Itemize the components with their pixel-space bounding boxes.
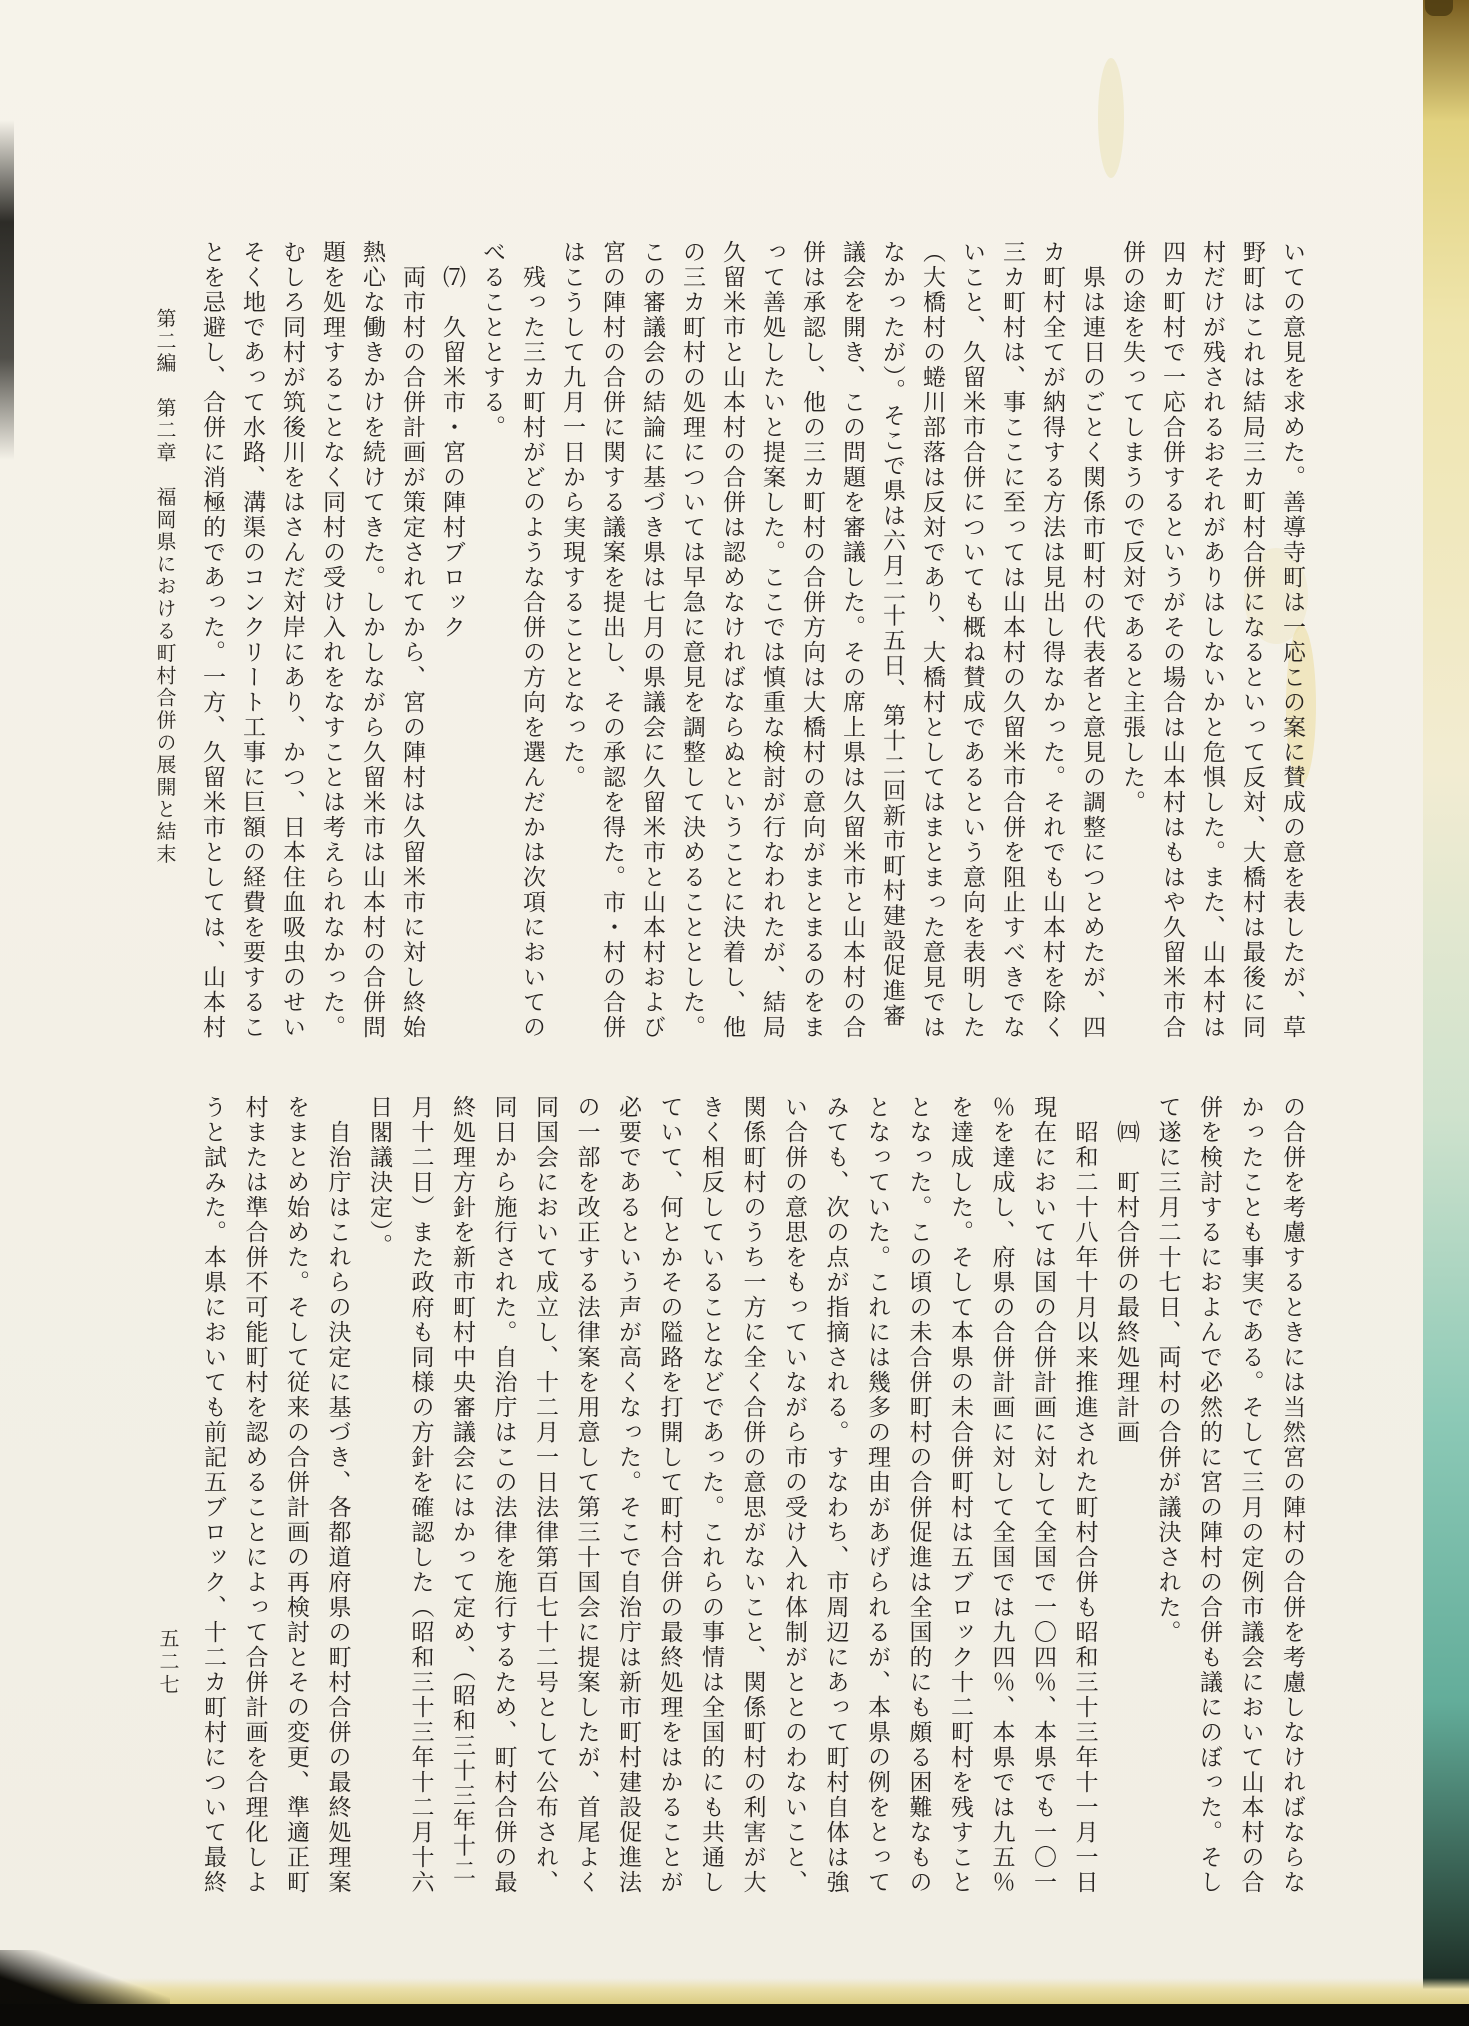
- text-column: となった。この頃の未合併町村の合併促進は全国的にも頗る困難なもの: [905, 1095, 932, 1895]
- text-column: の一部を改正する法律案を用意して第三十国会に提案したが、首尾よく: [573, 1095, 600, 1895]
- paper-stain: [1098, 58, 1124, 178]
- text-column: 久留米市と山本村の合併は認めなければならぬということに決着し、他: [719, 240, 745, 1040]
- text-column: い合併の意思をもっていながら市の受け入れ体制がととのわないこと、: [781, 1095, 807, 1895]
- text-column: 残った三カ町村がどのような合併の方向を選んだかは次項においての: [519, 240, 545, 1040]
- text-column: の合併を考慮するときには当然宮の陣村の合併を考慮しなければならな: [1279, 1095, 1305, 1895]
- text-column: 併は承認し、他の三カ町村の合併方向は大橋村の意向がまとまるのをま: [799, 240, 825, 1040]
- text-column: かったことも事実である。そして三月の定例市議会において山本村の合: [1237, 1095, 1264, 1895]
- text-column: ていて、何とかその隘路を打開して町村合併の最終処理をはかることが: [656, 1095, 683, 1895]
- text-column: て遂に三月二十七日、両村の合併が議決された。: [1154, 1095, 1181, 1645]
- top-text-block: [192, 240, 1312, 1040]
- text-column: を達成した。そして本県の未合併町村は五ブロック十二町村を残すこと: [947, 1095, 973, 1895]
- text-column: 日閣議決定）。: [366, 1095, 392, 1259]
- text-column: 同日から施行された。自治庁はこの法律を施行するため、町村合併の最: [490, 1095, 517, 1895]
- text-column: べることとする。: [479, 240, 505, 440]
- text-column: とを忌避し、合併に消極的であった。一方、久留米市としては、山本村: [199, 240, 225, 1040]
- bottom-left-shadow: [0, 1950, 170, 2012]
- text-column: 熱心な働きかけを続けてきた。しかしながら久留米市は山本村の合併問: [359, 240, 385, 1040]
- text-column: ％を達成し、府県の合併計画に対して全国では九四％、本県では九五％: [988, 1095, 1015, 1895]
- bottom-text-block: [192, 1095, 1312, 1895]
- text-column: 現在においては国の合併計画に対して全国で一〇四％、本県でも一〇一: [1030, 1095, 1056, 1895]
- bottom-shadow-band: [0, 2004, 1469, 2026]
- text-column: 関係町村のうち一方に全く合併の意思がないこと、関係町村の利害が大: [739, 1095, 766, 1895]
- text-column: うと試みた。本県においても前記五ブロック、十二カ町村について最終: [200, 1095, 226, 1895]
- text-column: みても、次の点が指摘される。すなわち、市周辺にあって町村自体は強: [822, 1095, 849, 1895]
- text-column: となっていた。これには幾多の理由があげられるが、本県の例をとって: [864, 1095, 890, 1895]
- text-column: 県は連日のごとく関係市町村の代表者と意見の調整につとめたが、四: [1079, 240, 1105, 1040]
- text-column: 併の途を失ってしまうので反対であると主張した。: [1119, 240, 1145, 815]
- text-column: きく相反していることなどであった。これらの事情は全国的にも共通し: [698, 1095, 724, 1895]
- text-column: ㈣ 町村合併の最終処理計画: [1113, 1095, 1139, 1445]
- left-edge-shadow: [0, 120, 14, 460]
- text-column: って善処したいと提案した。ここでは慎重な検討が行なわれたが、結局: [759, 240, 785, 1040]
- text-column: 村または準合併不可能町村を認めることによって合併計画を合理化しよ: [241, 1095, 268, 1895]
- text-column: カ町村全てが納得する方法は見出し得なかった。それでも山本村を除く: [1039, 240, 1065, 1040]
- text-column: むしろ同村が筑後川をはさんだ対岸にあり、かつ、日本住血吸虫のせい: [279, 240, 305, 1040]
- text-column: の三カ町村の処理については早急に意見を調整して決めることとした。: [679, 240, 705, 1040]
- text-column: （大橋村の蜷川部落は反対であり、大橋村としてはまとまった意見では: [919, 240, 945, 1040]
- text-column: 村だけが残されるおそれがありはしないかと危惧した。また、山本村は: [1199, 240, 1225, 1040]
- text-column: 併を検討するにおよんで必然的に宮の陣村の合併も議にのぼった。そし: [1196, 1095, 1222, 1895]
- text-column: 両市村の合併計画が策定されてから、宮の陣村は久留米市に対し終始: [399, 240, 425, 1040]
- page-number: 五二七: [156, 1628, 180, 1697]
- text-column: 宮の陣村の合併に関する議案を提出し、その承認を得た。市・村の合併: [599, 240, 625, 1040]
- bottom-page-edge: [0, 1978, 1469, 2006]
- top-right-edge-smudge: [1425, 0, 1453, 16]
- text-column: いこと、久留米市合併についても概ね賛成であるという意向を表明した: [959, 240, 985, 1040]
- text-column: をまとめ始めた。そして従来の合併計画の再検討とその変更、準適正町: [283, 1095, 309, 1895]
- text-column: 自治庁はこれらの決定に基づき、各都道府県の町村合併の最終処理案: [324, 1095, 351, 1895]
- text-column: いての意見を求めた。善導寺町は一応この案に賛成の意を表したが、草: [1279, 240, 1305, 1040]
- text-column: はこうして九月一日から実現することとなった。: [559, 240, 585, 790]
- text-column: 月十二日）また政府も同様の方針を確認した（昭和三十三年十二月十六: [407, 1095, 434, 1895]
- text-column: 昭和二十八年十月以来推進された町村合併も昭和三十三年十一月一日: [1071, 1095, 1098, 1895]
- text-column: この審議会の結論に基づき県は七月の県議会に久留米市と山本村および: [639, 240, 665, 1040]
- text-column: 四カ町村で一応合併するというがその場合は山本村はもはや久留米市合: [1159, 240, 1185, 1040]
- text-column: 終処理方針を新市町村中央審議会にはかって定め、（昭和三十三年十二: [449, 1095, 475, 1884]
- text-column: 議会を開き、この問題を審議した。その席上県は久留米市と山本村の合: [839, 240, 865, 1040]
- right-page-curve-edge: [1423, 0, 1469, 2026]
- text-column: なかったが）。そこで県は六月二十五日、第十二回新市町村建設促進審: [879, 240, 905, 1029]
- text-column: 三カ町村は、事ここに至っては山本村の久留米市合併を阻止すべきでな: [999, 240, 1025, 1040]
- text-column: 必要であるという声が高くなった。そこで自治庁は新市町村建設促進法: [615, 1095, 641, 1895]
- text-column: そく地であって水路、溝渠のコンクリート工事に巨額の経費を要するこ: [239, 240, 265, 1040]
- text-column: 同国会において成立し、十二月一日法律第百七十二号として公布され、: [532, 1095, 558, 1895]
- running-header: 第二編 第二章 福岡県における町村合併の展開と結末: [153, 308, 177, 866]
- text-column: ⑺ 久留米市・宮の陣村ブロック: [439, 240, 465, 640]
- text-column: 題を処理することなく同村の受け入れをなすことは考えられなかった。: [319, 240, 345, 1040]
- text-column: 野町はこれは結局三カ町村合併になるといって反対、大橋村は最後に同: [1239, 240, 1265, 1040]
